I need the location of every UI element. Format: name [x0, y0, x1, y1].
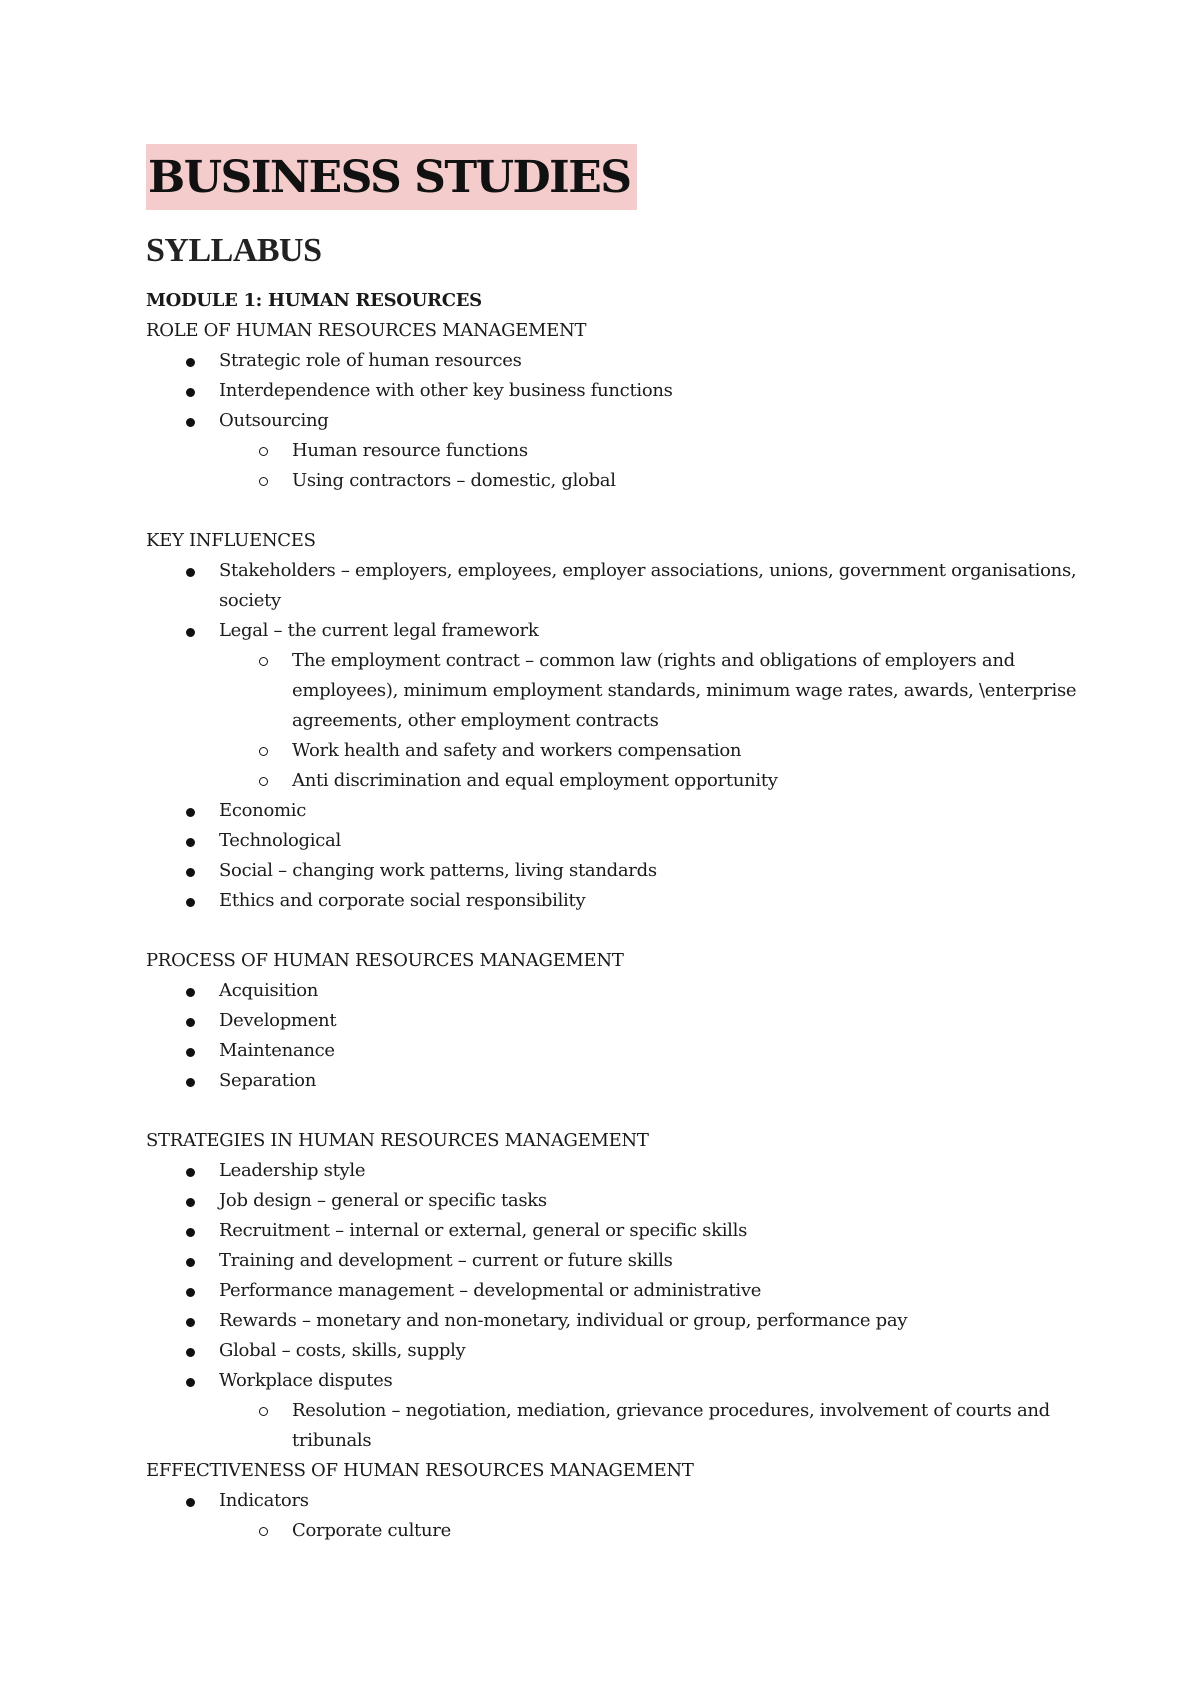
list-item: Performance management – developmental or administrative — [146, 1276, 1086, 1306]
title-highlight — [146, 144, 637, 210]
spacer — [146, 916, 1086, 946]
process-list — [146, 976, 1086, 1096]
sub-list-item: Using contractors – domestic, global — [146, 466, 1086, 496]
sub-list-item: Work health and safety and workers compensation — [146, 736, 1086, 766]
effectiveness-list — [146, 1486, 1086, 1546]
list-item: Development — [146, 1006, 1086, 1036]
sub-list-item: Anti discrimination and equal employment opportunity — [146, 766, 1086, 796]
sub-list-item: Corporate culture — [146, 1516, 1086, 1546]
section-heading-effectiveness: EFFECTIVENESS OF HUMAN RESOURCES MANAGEMENT — [146, 1460, 694, 1481]
list-item: Strategic role of human resources — [146, 346, 1086, 376]
section-heading-role: ROLE OF HUMAN RESOURCES MANAGEMENT — [146, 320, 587, 341]
sub-list-item: Human resource functions — [146, 436, 1086, 466]
strategies-list — [146, 1156, 1086, 1456]
list-item: Ethics and corporate social responsibility — [146, 886, 1086, 916]
list-item: Interdependence with other key business functions — [146, 376, 1086, 406]
list-item: Maintenance — [146, 1036, 1086, 1066]
list-item: Global – costs, skills, supply — [146, 1336, 1086, 1366]
sub-list-item: Resolution – negotiation, mediation, grievance procedures, involvement of courts and tribunals — [146, 1396, 1086, 1456]
list-item: Acquisition — [146, 976, 1086, 1006]
list-item: Stakeholders – employers, employees, employer associations, unions, government organisations, society — [146, 556, 1086, 616]
section-heading-process: PROCESS OF HUMAN RESOURCES MANAGEMENT — [146, 950, 624, 971]
list-item: Job design – general or specific tasks — [146, 1186, 1086, 1216]
role-list — [146, 346, 1086, 496]
list-item: Social – changing work patterns, living standards — [146, 856, 1086, 886]
section-heading-influences: KEY INFLUENCES — [146, 530, 316, 551]
list-item: Training and development – current or future skills — [146, 1246, 1086, 1276]
list-item: Outsourcing — [146, 406, 1086, 436]
page-title: BUSINESS STUDIES — [148, 152, 631, 203]
list-item: Economic — [146, 796, 1086, 826]
spacer — [146, 1096, 1086, 1126]
list-item: Legal – the current legal framework — [146, 616, 1086, 646]
list-item: Technological — [146, 826, 1086, 856]
document-body — [146, 286, 1086, 1546]
page-subtitle: SYLLABUS — [146, 232, 322, 269]
influences-list — [146, 556, 1086, 916]
list-item: Indicators — [146, 1486, 1086, 1516]
section-heading-strategies: STRATEGIES IN HUMAN RESOURCES MANAGEMENT — [146, 1130, 649, 1151]
list-item: Separation — [146, 1066, 1086, 1096]
list-item: Workplace disputes — [146, 1366, 1086, 1396]
list-item: Rewards – monetary and non-monetary, individual or group, performance pay — [146, 1306, 1086, 1336]
spacer — [146, 496, 1086, 526]
sub-list-item: The employment contract – common law (rights and obligations of employers and employees), minimum employment standards, minimum wage rates, awards, \enterprise agreements, other employment contracts — [146, 646, 1086, 736]
list-item: Recruitment – internal or external, general or specific skills — [146, 1216, 1086, 1246]
module-title: MODULE 1: HUMAN RESOURCES — [146, 290, 482, 311]
list-item: Leadership style — [146, 1156, 1086, 1186]
